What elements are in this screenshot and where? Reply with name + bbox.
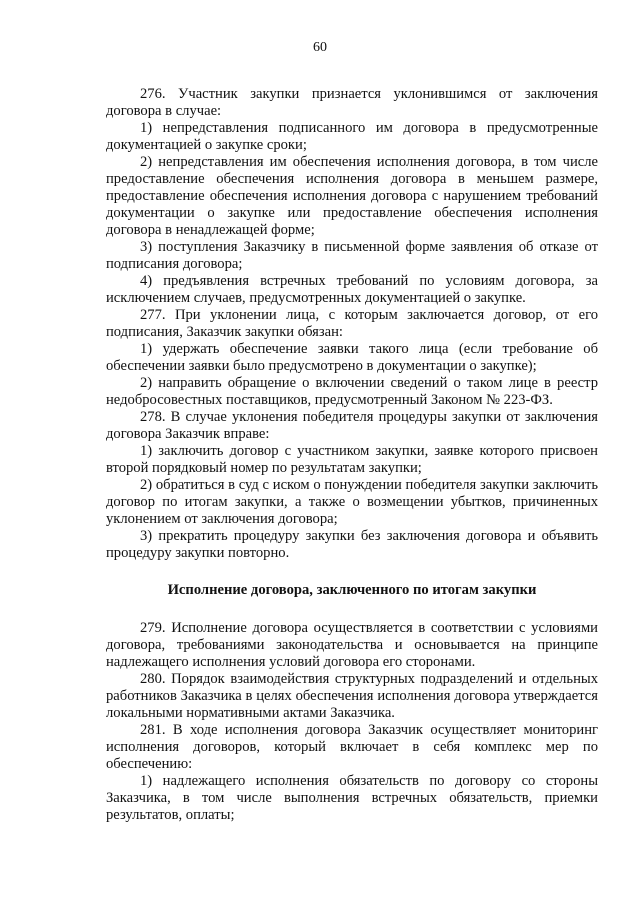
page-number: 60 (313, 40, 327, 55)
paragraph-278: 278. В случае уклонения победителя процедуры закупки от заключения договора Заказчик вправе: (106, 409, 598, 442)
paragraph-276-item-2: 2) непредставления им обеспечения исполнения договора, в том числе предоставление обеспечения исполнения договора в меньшем размере, предоставление обеспечения исполнения договора с нарушением требований документации о закупке или предоставление обеспечения исполнения договора в ненадлежащей форме; (106, 154, 598, 238)
paragraph-276-item-4: 4) предъявления встречных требований по условиям договора, за исключением случаев, предусмотренных документацией о закупке. (106, 273, 598, 306)
paragraph-276-item-1: 1) непредставления подписанного им договора в предусмотренные документацией о закупке сроки; (106, 120, 598, 153)
paragraph-277: 277. При уклонении лица, с которым заключается договор, от его подписания, Заказчик закупки обязан: (106, 307, 598, 340)
paragraph-277-item-2: 2) направить обращение о включении сведений о таком лице в реестр недобросовестных поставщиков, предусмотренный Законом № 223-ФЗ. (106, 375, 598, 408)
paragraph-277-item-1: 1) удержать обеспечение заявки такого лица (если требование об обеспечении заявки было предусмотрено в документации о закупке); (106, 341, 598, 374)
paragraph-279: 279. Исполнение договора осуществляется в соответствии с условиями договора, требованиями законодательства и основывается на принципе надлежащего исполнения условий договора его сторонами. (106, 620, 598, 670)
paragraph-278-item-2: 2) обратиться в суд с иском о понуждении победителя закупки заключить договор по итогам закупки, а также о возмещении убытков, причиненных уклонением от заключения договора; (106, 477, 598, 527)
paragraph-278-item-1: 1) заключить договор с участником закупки, заявке которого присвоен второй порядковый номер по результатам закупки; (106, 443, 598, 476)
paragraph-276-item-3: 3) поступления Заказчику в письменной форме заявления об отказе от подписания договора; (106, 239, 598, 272)
paragraph-276: 276. Участник закупки признается уклонившимся от заключения договора в случае: (106, 86, 598, 119)
paragraph-281: 281. В ходе исполнения договора Заказчик осуществляет мониторинг исполнения договоров, который включает в себя комплекс мер по обеспечению: (106, 722, 598, 772)
section-heading: Исполнение договора, заключенного по итогам закупки (167, 582, 537, 598)
document-body (106, 86, 598, 824)
paragraph-280: 280. Порядок взаимодействия структурных подразделений и отдельных работников Заказчика в целях обеспечения исполнения договора утверждается локальными нормативными актами Заказчика. (106, 671, 598, 721)
paragraph-281-item-1: 1) надлежащего исполнения обязательств по договору со стороны Заказчика, в том числе выполнения встречных обязательств, приемки результатов, оплаты; (106, 773, 598, 823)
paragraph-278-item-3: 3) прекратить процедуру закупки без заключения договора и объявить процедуру закупки повторно. (106, 528, 598, 561)
